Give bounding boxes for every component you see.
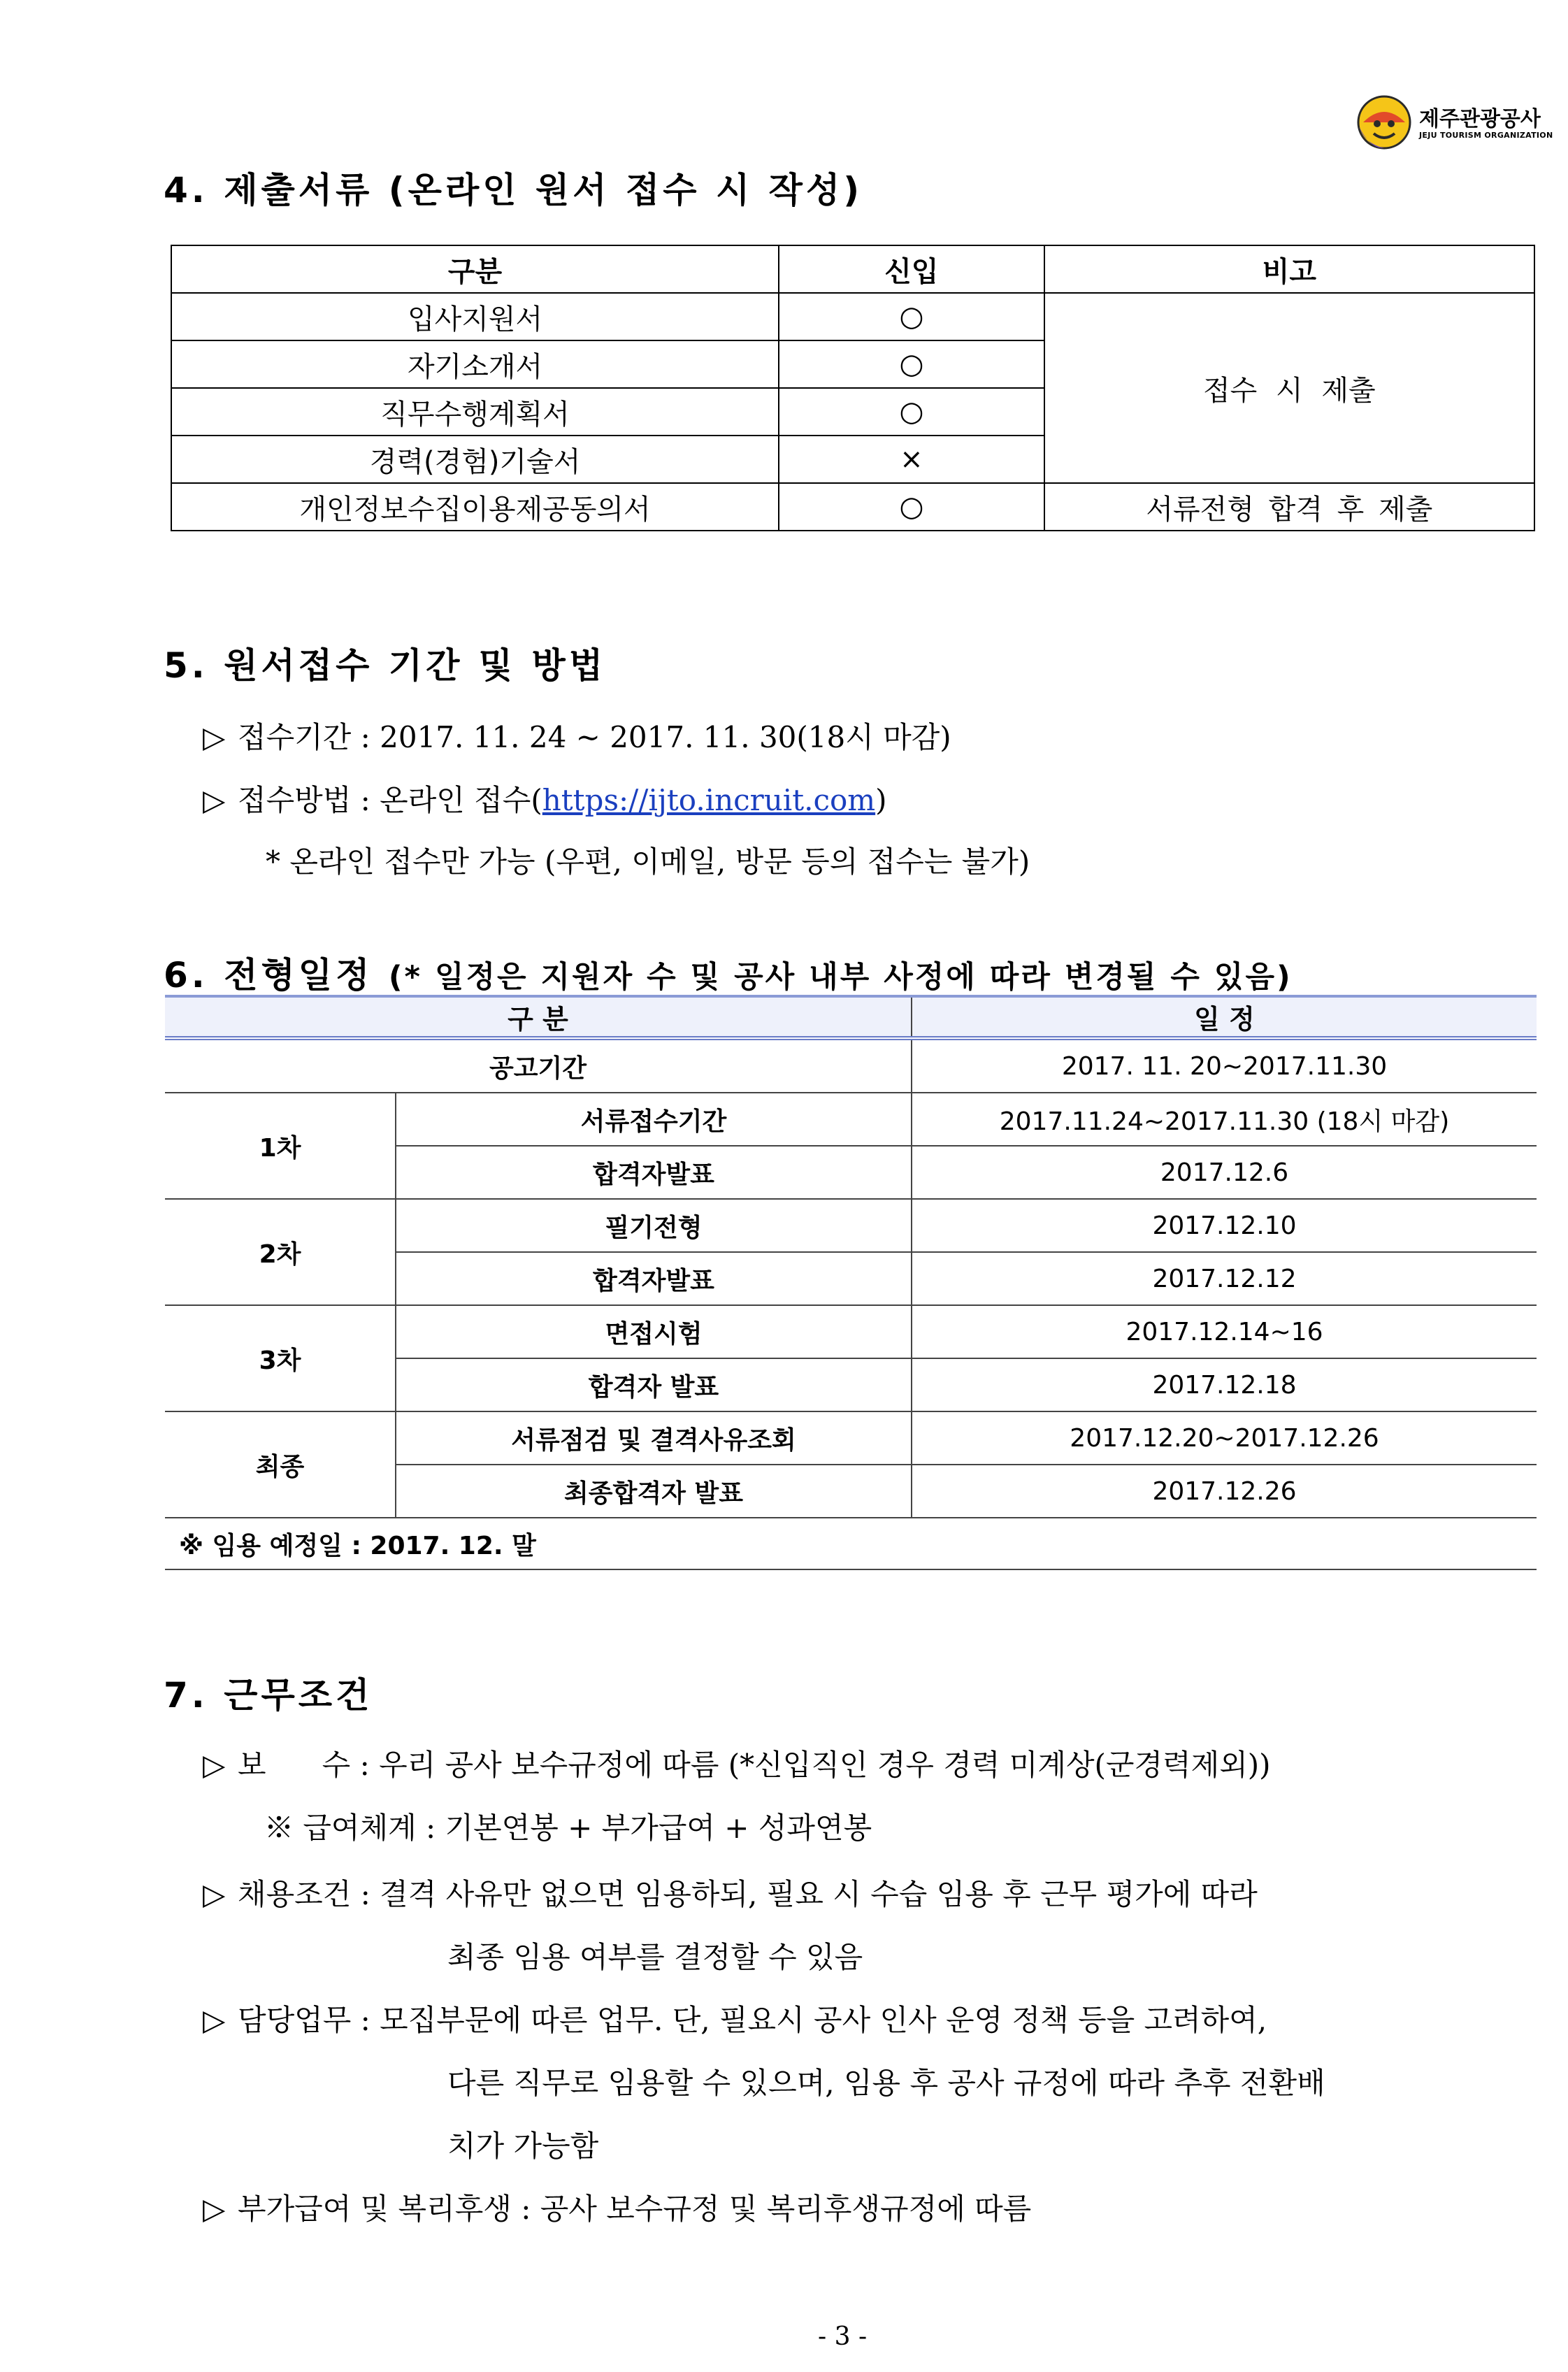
table-row xyxy=(171,293,1534,340)
salary-line xyxy=(203,1742,1271,1784)
duties xyxy=(203,1997,1267,2039)
table-row xyxy=(165,1411,1537,1465)
stage-item: 합격자 발표 xyxy=(396,1358,912,1411)
header-category: 구분 xyxy=(171,245,779,293)
table-row xyxy=(165,1199,1537,1252)
application-period-text: 접수기간 : 2017. 11. 24 ~ 2017. 11. 30(18시 마감) xyxy=(238,720,951,754)
stage-date: 2017.12.20~2017.12.26 xyxy=(912,1411,1537,1465)
triangle-bullet-icon: ▷ xyxy=(203,1877,226,1911)
document-name: 자기소개서 xyxy=(171,340,779,388)
table-row xyxy=(171,483,1534,531)
triangle-bullet-icon: ▷ xyxy=(203,720,226,754)
required-mark: ○ xyxy=(779,388,1044,436)
section-6-title xyxy=(164,947,1293,998)
appointment-date-note: ※ 임용 예정일 : 2017. 12. 말 xyxy=(165,1518,1537,1569)
hiring-conditions xyxy=(203,1871,1258,1913)
salary-system-note: ※ 급여체계 : 기본연봉 + 부가급여 + 성과연봉 xyxy=(264,1811,872,1845)
stage-item: 합격자발표 xyxy=(396,1252,912,1305)
required-mark: ○ xyxy=(779,293,1044,340)
submission-note-last: 서류전형 합격 후 제출 xyxy=(1044,483,1534,531)
stage-date: 2017.12.18 xyxy=(912,1358,1537,1411)
stage-date: 2017.12.10 xyxy=(912,1199,1537,1252)
stage-item: 서류점검 및 결격사유조회 xyxy=(396,1411,912,1465)
stage-date: 2017.12.6 xyxy=(912,1146,1537,1199)
header-remarks: 비고 xyxy=(1044,245,1534,293)
welfare-line xyxy=(203,2186,1031,2228)
stage-date: 2017.11.24~2017.11.30 (18시 마감) xyxy=(912,1093,1537,1146)
salary-text: 보 수 : 우리 공사 보수규정에 따름 (*신입직인 경우 경력 미계상(군경력제외)) xyxy=(238,1748,1271,1782)
application-method-text: 접수방법 : 온라인 접수( xyxy=(238,783,542,817)
application-method-suffix: ) xyxy=(875,783,887,817)
required-mark: ○ xyxy=(779,340,1044,388)
triangle-bullet-icon: ▷ xyxy=(203,783,226,817)
section-5-title: 5. 원서접수 기간 및 방법 xyxy=(164,645,607,686)
online-only-note: * 온라인 접수만 가능 (우편, 이메일, 방문 등의 접수는 불가) xyxy=(266,844,1030,879)
hiring-conditions-cont: 최종 임용 여부를 결정할 수 있음 xyxy=(447,1940,863,1974)
stage-item: 면접시험 xyxy=(396,1305,912,1358)
section-6-title-note: (* 일정은 지원자 수 및 공사 내부 사정에 따라 변경될 수 있음) xyxy=(388,960,1293,995)
table-row xyxy=(165,1093,1537,1146)
triangle-bullet-icon: ▷ xyxy=(203,2192,226,2226)
logo-name: 제주관광공사 xyxy=(1419,107,1541,131)
required-mark: ○ xyxy=(779,483,1044,531)
application-method xyxy=(203,777,887,819)
stage-label: 1차 xyxy=(165,1093,396,1199)
announce-date: 2017. 11. 20~2017.11.30 xyxy=(912,1038,1537,1093)
duties-text: 담당업무 : 모집부문에 따른 업무. 단, 필요시 공사 인사 운영 정책 등을 고려하여, xyxy=(238,2003,1267,2037)
header-category: 구 분 xyxy=(165,996,912,1038)
triangle-bullet-icon: ▷ xyxy=(203,2003,226,2037)
required-mark: × xyxy=(779,436,1044,483)
stage-label: 최종 xyxy=(165,1411,396,1518)
section-7-title: 7. 근무조건 xyxy=(164,1675,373,1716)
table-header-row xyxy=(171,245,1534,293)
schedule-table xyxy=(165,995,1537,1570)
duties-cont-2: 치가 가능함 xyxy=(447,2129,599,2163)
triangle-bullet-icon: ▷ xyxy=(203,1748,226,1782)
hiring-conditions-text: 채용조건 : 결격 사유만 없으면 임용하되, 필요 시 수습 임용 후 근무 평가에 따라 xyxy=(238,1877,1258,1911)
schedule-footnote-row xyxy=(165,1518,1537,1569)
page-number: - 3 - xyxy=(818,2322,868,2351)
announce-label: 공고기간 xyxy=(165,1038,912,1093)
schedule-header-row xyxy=(165,996,1537,1038)
table-row xyxy=(165,1038,1537,1093)
table-row xyxy=(165,1305,1537,1358)
stage-item: 합격자발표 xyxy=(396,1146,912,1199)
duties-cont-1: 다른 직무로 임용할 수 있으며, 임용 후 공사 규정에 따라 추후 전환배 xyxy=(447,2066,1325,2100)
company-logo xyxy=(1356,94,1553,157)
application-link[interactable]: https://ijto.incruit.com xyxy=(542,783,876,817)
section-6-title-main: 6. 전형일정 xyxy=(164,955,373,995)
document-name: 입사지원서 xyxy=(171,293,779,340)
welfare-text: 부가급여 및 복리후생 : 공사 보수규정 및 복리후생규정에 따름 xyxy=(238,2192,1032,2226)
header-new-hire: 신입 xyxy=(779,245,1044,293)
stage-date: 2017.12.14~16 xyxy=(912,1305,1537,1358)
documents-table xyxy=(171,245,1535,531)
header-schedule: 일 정 xyxy=(912,996,1537,1038)
application-period xyxy=(203,714,951,756)
stage-label: 3차 xyxy=(165,1305,396,1411)
document-name: 경력(경험)기술서 xyxy=(171,436,779,483)
stage-item: 필기전형 xyxy=(396,1199,912,1252)
stage-item: 서류접수기간 xyxy=(396,1093,912,1146)
stage-date: 2017.12.26 xyxy=(912,1465,1537,1518)
submission-note: 접수 시 제출 xyxy=(1044,293,1534,483)
stage-item: 최종합격자 발표 xyxy=(396,1465,912,1518)
stage-date: 2017.12.12 xyxy=(912,1252,1537,1305)
logo-subtitle: JEJU TOURISM ORGANIZATION xyxy=(1419,131,1553,140)
document-name: 직무수행계획서 xyxy=(171,388,779,436)
document-name: 개인정보수집이용제공동의서 xyxy=(171,483,779,531)
stage-label: 2차 xyxy=(165,1199,396,1305)
section-4-title: 4. 제출서류 (온라인 원서 접수 시 작성) xyxy=(164,170,863,210)
logo-mark-icon xyxy=(1356,94,1412,150)
